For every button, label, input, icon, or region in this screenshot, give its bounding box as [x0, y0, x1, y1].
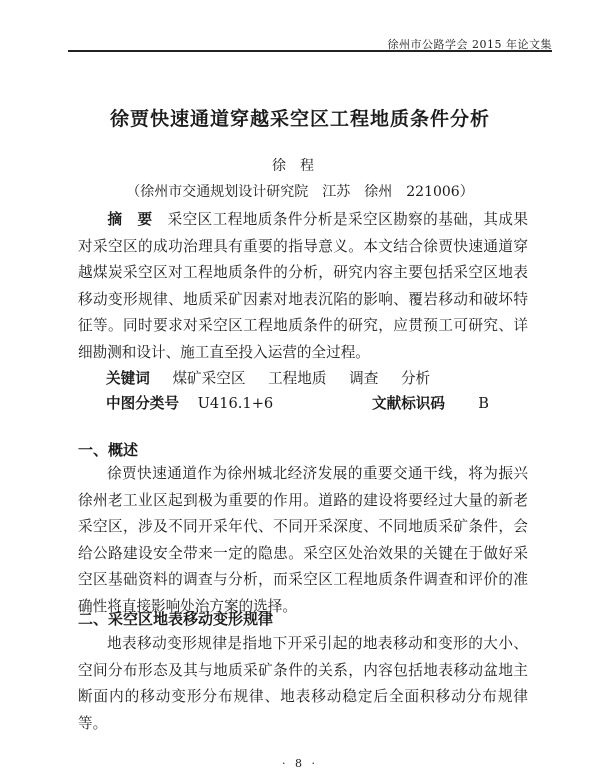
- keyword-item: 煤矿采空区: [172, 370, 246, 387]
- page-number: · 8 ·: [282, 757, 318, 770]
- keyword-item: 调查: [349, 370, 379, 387]
- paper-title: 徐贾快速通道穿越采空区工程地质条件分析: [109, 108, 490, 130]
- section-heading: 二、采空区地表移动变形规律: [78, 610, 274, 628]
- clc-value: U416.1+6: [197, 395, 274, 412]
- section-body: 地表移动变形规律是指地下开采引起的地表移动和变形的大小、空间分布形态及其与地质采矿条件的关系，内容包括地表移动盆地主断面内的移动变形分布规律、地表移动稳定后全面积移动分布规律等。: [78, 635, 528, 732]
- keywords: [106, 367, 448, 388]
- header-rule: [68, 50, 552, 52]
- header-text: 徐州市公路学会 2015 年论文集: [387, 38, 552, 51]
- keyword-item: 分析: [400, 370, 431, 387]
- abstract-label: 摘 要: [107, 211, 153, 228]
- author-name: 徐程: [272, 158, 328, 174]
- section-body: 徐贾快速通道作为徐州城北经济发展的重要交通干线，将为振兴徐州老工业区起到极为重要的作用。道路的建设将要经过大量的新老采空区，涉及不同开采年代、不同开采深度、不同地质采矿条件，会给公路建设安全带来一定的隐患。采空区处治效果的关键在于做好采空区基础资料的调查与分析，而采空区工程地质条件调查和评价的准确性将直接影响处治方案的选择。: [78, 465, 528, 615]
- abstract: [78, 207, 528, 366]
- classification: [106, 392, 526, 413]
- abstract-text: 采空区工程地质条件分析是采空区勘察的基础，其成果对采空区的成功治理具有重要的指导意义。本文结合徐贾快速通道穿越煤炭采空区对工程地质条件的分析，研究内容主要包括采空区地表移动变形规律、地质采矿因素对地表沉陷的影响、覆岩移动和破坏特征等。同时要求对采空区工程地质条件的研究，应贯预工可研究、详细勘测和设计、施工直至投入运营的全过程。: [78, 211, 528, 361]
- doc-code: [372, 392, 489, 413]
- author-affiliation: （徐州市交通规划设计研究院 江苏 徐州 221006）: [126, 184, 474, 200]
- clc-label: 中图分类号: [106, 395, 179, 412]
- keyword-item: 工程地质: [268, 370, 327, 387]
- doc-code-label: 文献标识码: [372, 395, 445, 412]
- keywords-label: 关键词: [106, 370, 150, 387]
- doc-code-value: B: [478, 395, 489, 412]
- running-header: [0, 0, 600, 52]
- section-heading: 一、概述: [78, 441, 139, 459]
